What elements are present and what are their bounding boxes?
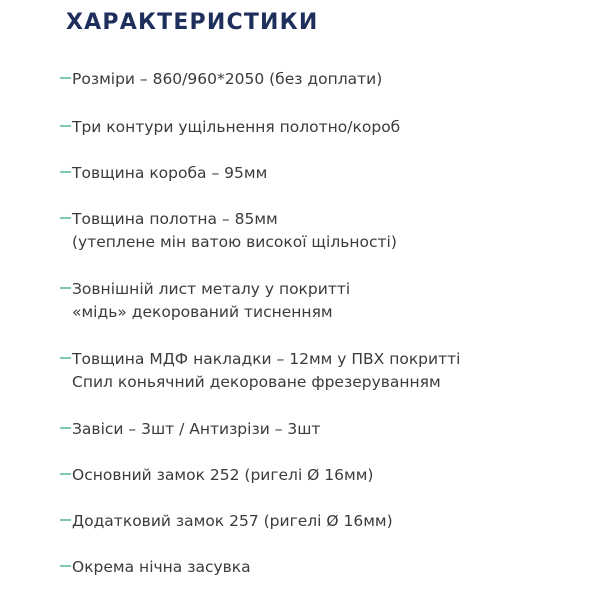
- item-text: Додатковий замок 257 (ригелі Ø 16мм): [72, 512, 393, 530]
- bullet-dash-icon: [60, 357, 71, 359]
- list-item: [60, 162, 590, 185]
- item-text: Завіси – 3шт / Антизрізи – 3шт: [72, 420, 321, 438]
- item-text: Розміри – 860/960*2050 (без доплати): [72, 70, 383, 88]
- item-text: Зовнішній лист металу у покритті: [72, 280, 351, 298]
- item-text: Три контури ущільнення полотно/короб: [72, 118, 401, 136]
- list-item: [60, 208, 590, 254]
- item-text-continuation: (утеплене мін ватою високої щільності): [72, 233, 397, 251]
- item-text: Окрема нічна засувка: [72, 558, 251, 576]
- list-item: [60, 464, 590, 487]
- bullet-dash-icon: [60, 565, 71, 567]
- bullet-dash-icon: [60, 217, 71, 219]
- bullet-dash-icon: [60, 427, 71, 429]
- bullet-dash-icon: [60, 287, 71, 289]
- item-text: Товщина МДФ накладки – 12мм у ПВХ покритті: [72, 350, 461, 368]
- list-item: [60, 68, 590, 91]
- list-item: [60, 510, 590, 533]
- list-item: [60, 556, 590, 579]
- item-text: Основний замок 252 (ригелі Ø 16мм): [72, 466, 374, 484]
- bullet-dash-icon: [60, 473, 71, 475]
- item-text: Товщина полотна – 85мм: [72, 210, 278, 228]
- bullet-dash-icon: [60, 171, 71, 173]
- bullet-dash-icon: [60, 519, 71, 521]
- item-text: Товщина короба – 95мм: [72, 164, 268, 182]
- list-item: [60, 278, 590, 324]
- item-text-continuation: Спил коньячний декороване фрезеруванням: [72, 373, 441, 391]
- item-text-continuation: «мідь» декорований тисненням: [72, 303, 333, 321]
- list-item: [60, 116, 590, 139]
- bullet-dash-icon: [60, 77, 71, 79]
- bullet-dash-icon: [60, 125, 71, 127]
- list-item: [60, 418, 590, 441]
- page-title: ХАРАКТЕРИСТИКИ: [66, 10, 319, 35]
- list-item: [60, 348, 590, 394]
